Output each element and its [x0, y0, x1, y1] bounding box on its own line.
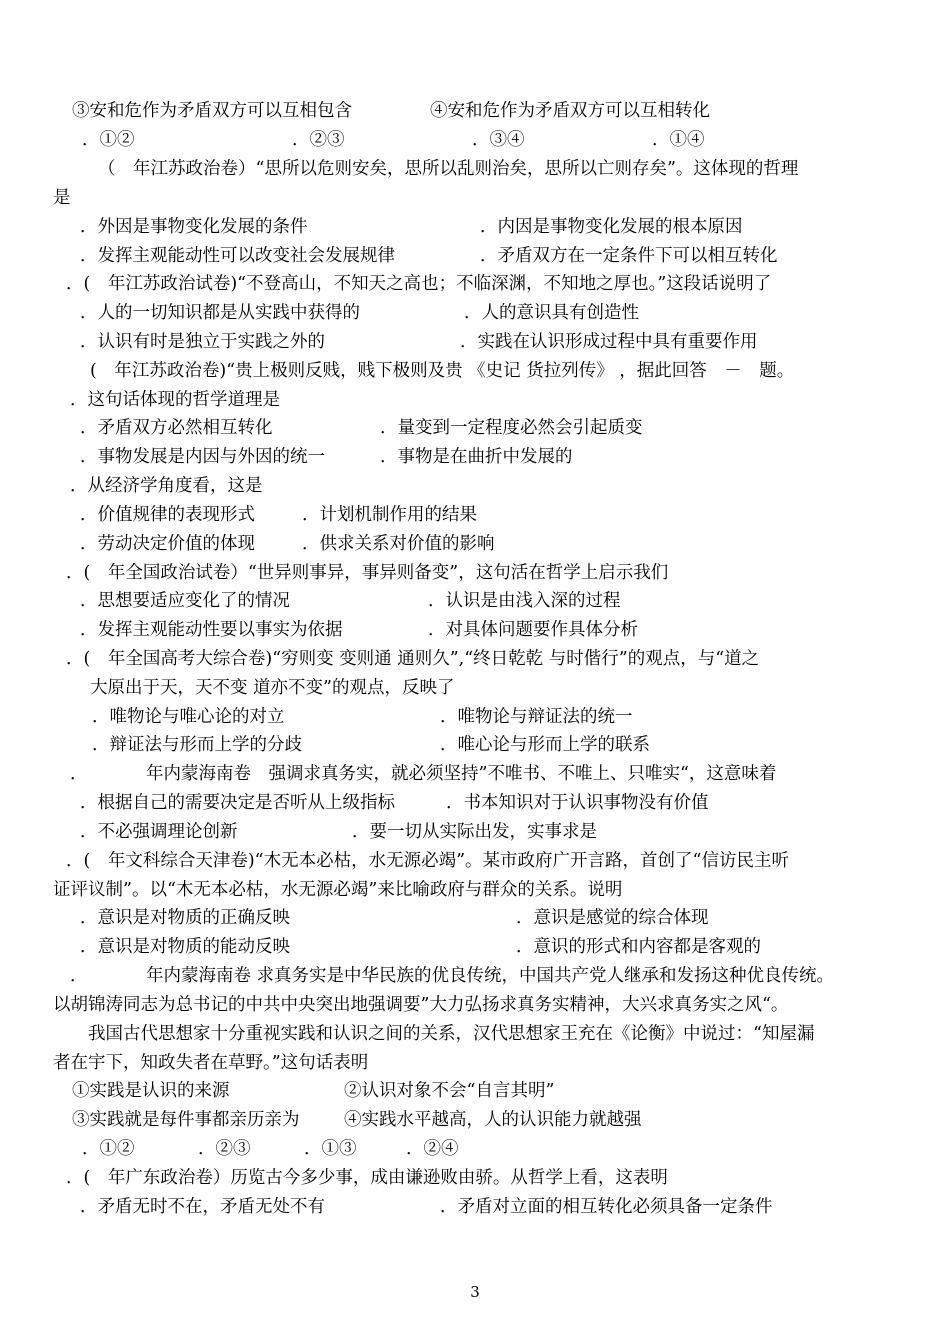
text-segment: ．对具体问题要作具体分析: [428, 620, 638, 640]
text-line: [0, 1164, 668, 1192]
text-line: [0, 443, 573, 471]
text-segment: ．发挥主观能动性要以事实为依据: [80, 620, 343, 640]
text-segment: ．从经济学角度看，这是: [70, 476, 263, 496]
text-line: [0, 876, 623, 904]
text-segment: ④实践水平越高，人的认识能力就越强: [344, 1110, 642, 1130]
text-segment: ④安和危作为矛盾双方可以互相转化: [430, 101, 710, 121]
text-line: [0, 616, 638, 644]
text-line: [0, 126, 705, 154]
text-line: [0, 674, 455, 702]
text-segment: ．根据自己的需要决定是否听从上级指标: [80, 793, 395, 813]
text-line: [0, 299, 639, 327]
text-segment: ．内因是事物变化发展的根本原因: [480, 217, 743, 237]
text-segment: ．这句话体现的哲学道理是: [70, 390, 280, 410]
text-line: [0, 386, 280, 414]
text-segment: ．意识是对物质的能动反映: [80, 937, 290, 957]
text-segment: ①实践是认识的来源: [72, 1081, 230, 1101]
text-segment: ．事物是在曲折中发展的: [380, 447, 573, 467]
text-line: [0, 530, 495, 558]
text-line: [0, 933, 761, 961]
text-segment: ．①②: [82, 130, 135, 150]
text-segment: ．认识有时是独立于实践之外的: [80, 332, 325, 352]
text-segment: ．劳动决定价值的体现: [80, 534, 255, 554]
text-line: [0, 1020, 815, 1048]
text-line: [0, 242, 778, 270]
text-segment: ．量变到一定程度必然会引起质变: [380, 418, 643, 438]
text-line: [0, 155, 799, 183]
text-line: [0, 270, 772, 298]
text-segment: ．唯物论与唯心论的对立: [92, 707, 285, 727]
text-line: [0, 1106, 642, 1134]
text-segment: ．①④: [652, 130, 705, 150]
text-segment: ．①③: [304, 1139, 357, 1159]
text-segment: ．要一切从实际出发，实事求是: [352, 822, 597, 842]
text-line: [0, 1135, 459, 1163]
text-segment: ．②③: [292, 130, 345, 150]
text-segment: ．唯心论与形而上学的联系: [440, 735, 650, 755]
text-line: [0, 184, 71, 212]
text-line: [0, 1049, 369, 1077]
text-segment: 以胡锦涛同志为总书记的中共中央突出地强调要”大力弘扬求真务实精神，大兴求真务实之风“。: [53, 995, 789, 1015]
text-segment: 我国古代思想家十分重视实践和认识之间的关系，汉代思想家王充在《论衡》中说过：“知屋漏: [88, 1024, 815, 1044]
text-segment: ．实践在认识形成过程中具有重要作用: [460, 332, 758, 352]
text-segment: 证评议制”。以“木无本必枯，水无源必竭”来比喻政府与群众的关系。说明: [53, 880, 623, 900]
text-segment: ．认识是由浅入深的过程: [428, 591, 621, 611]
text-line: [0, 1077, 555, 1105]
text-segment: ．矛盾无时不在，矛盾无处不有: [80, 1197, 325, 1217]
text-segment: ．供求关系对价值的影响: [302, 534, 495, 554]
text-segment: ．唯物论与辩证法的统一: [440, 707, 633, 727]
text-segment: ．①②: [82, 1139, 135, 1159]
text-segment: ．意识的形式和内容都是客观的: [516, 937, 761, 957]
text-line: [0, 501, 477, 529]
text-segment: ③安和危作为矛盾双方可以互相包含: [72, 101, 352, 121]
text-segment: ②认识对象不会“自言其明”: [344, 1081, 555, 1101]
text-line: [0, 328, 758, 356]
text-segment: ．不必强调理论创新: [80, 822, 238, 842]
text-line: [0, 97, 710, 125]
text-segment: ．意识是感觉的综合体现: [516, 908, 709, 928]
text-segment: ③实践就是每件事都亲历亲为: [72, 1110, 300, 1130]
text-segment: 大原出于天，天不变 道亦不变”的观点，反映了: [90, 678, 455, 698]
text-line: [0, 962, 835, 990]
text-line: [0, 847, 789, 875]
text-segment: ．价值规律的表现形式: [80, 505, 255, 525]
text-line: [0, 357, 795, 385]
text-segment: 者在宇下，知政失者在草野。”这句话表明: [53, 1053, 369, 1073]
text-segment: 年内蒙海南卷 强调求真务实，就必须坚持”不唯书、不唯上、只唯实“，这意味着: [146, 764, 777, 784]
text-segment: ．( 年全国政治试卷）“世异则事异，事异则备变”，这句活在哲学上启示我们: [66, 563, 669, 583]
text-line: [0, 789, 709, 817]
text-segment: ．外因是事物变化发展的条件: [80, 217, 308, 237]
text-segment: ．: [70, 966, 88, 986]
text-line: [0, 904, 709, 932]
text-line: [0, 818, 597, 846]
text-line: [0, 559, 669, 587]
text-line: [0, 414, 643, 442]
text-segment: ．②③: [198, 1139, 251, 1159]
text-segment: ．计划机制作用的结果: [302, 505, 477, 525]
text-segment: ．( 年江苏政治试卷)“不登高山，不知天之高也；不临深渊，不知地之厚也。”这段话说明了: [66, 274, 772, 294]
text-segment: ．( 年全国高考大综合卷)“穷则变 变则通 通则久”,“终日乾乾 与时偕行”的观点，与“道之: [66, 649, 760, 669]
text-line: [0, 760, 777, 788]
text-segment: ．矛盾双方必然相互转化: [80, 418, 273, 438]
text-line: [0, 703, 633, 731]
text-line: [0, 472, 263, 500]
text-segment: ( 年江苏政治卷)“贵上极则反贱，贱下极则及贵 《史记 货拉列传》 ，据此回答 － 题。: [90, 361, 795, 381]
text-segment: ．②④: [406, 1139, 459, 1159]
text-segment: 年内蒙海南卷 求真务实是中华民族的优良传统，中国共产党人继承和发扬这种优良传统。: [146, 966, 835, 986]
text-line: [0, 587, 621, 615]
text-line: [0, 645, 760, 673]
text-segment: ．辩证法与形而上学的分歧: [92, 735, 302, 755]
text-segment: ．意识是对物质的正确反映: [80, 908, 290, 928]
text-segment: ．( 年文科综合天津卷)“木无本必枯，水无源必竭”。某市政府广开言路，首创了“信访民主听: [66, 851, 789, 871]
text-segment: ．事物发展是内因与外因的统一: [80, 447, 325, 467]
text-segment: ．思想要适应变化了的情况: [80, 591, 290, 611]
text-line: [0, 991, 789, 1019]
text-segment: （ 年江苏政治卷）“思所以危则安矣，思所以乱则治矣，思所以亡则存矣”。这体现的哲理: [98, 159, 799, 179]
text-segment: ．矛盾双方在一定条件下可以相互转化: [480, 246, 778, 266]
text-line: [0, 1193, 773, 1221]
text-segment: ．矛盾对立面的相互转化必须具备一定条件: [440, 1197, 773, 1217]
text-segment: 是: [53, 188, 71, 208]
page-number: 3: [470, 1283, 480, 1301]
text-segment: ．( 年广东政治卷）历览古今多少事，成由谦逊败由骄。从哲学上看，这表明: [66, 1168, 668, 1188]
text-segment: ．③④: [472, 130, 525, 150]
text-line: [0, 213, 743, 241]
text-segment: ．: [70, 764, 88, 784]
text-line: [0, 731, 650, 759]
text-segment: ．人的意识具有创造性: [464, 303, 639, 323]
text-segment: ．发挥主观能动性可以改变社会发展规律: [80, 246, 395, 266]
text-segment: ．书本知识对于认识事物没有价值: [446, 793, 709, 813]
text-segment: ．人的一切知识都是从实践中获得的: [80, 303, 360, 323]
